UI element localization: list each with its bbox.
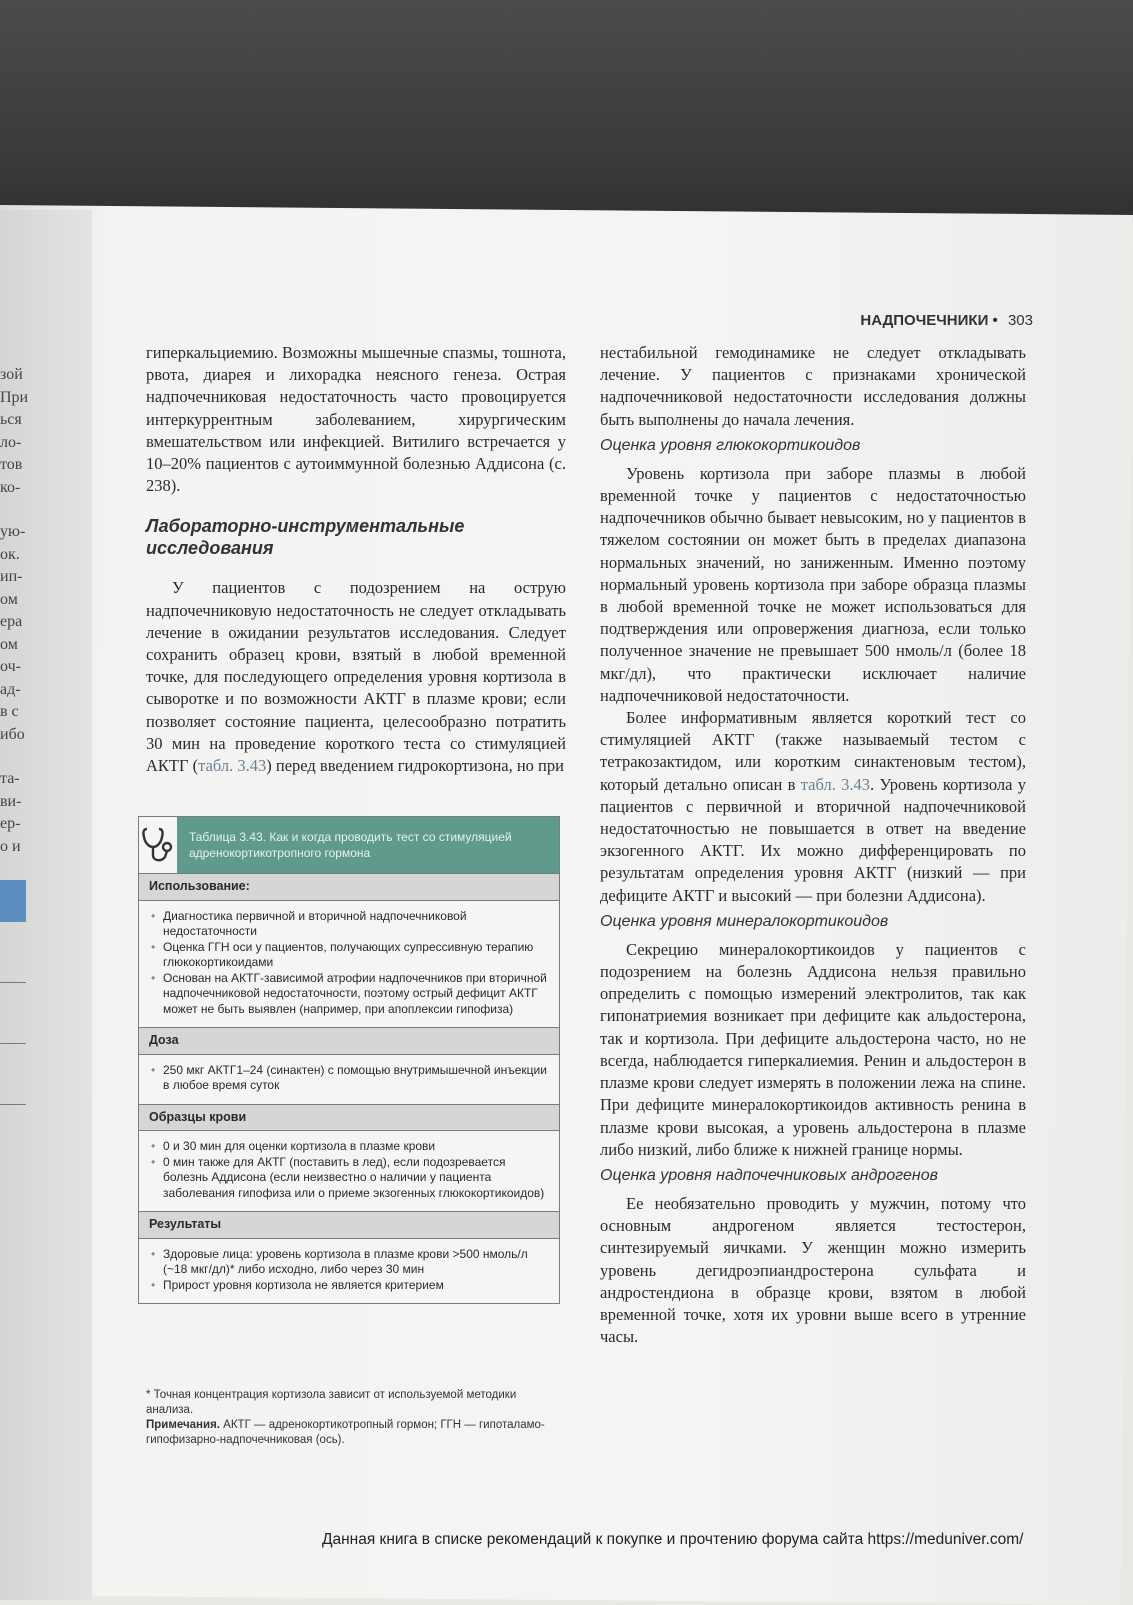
fragment-line: тов xyxy=(0,456,23,473)
paragraph-text: У пациентов с подозрением на острую надпочечниковую недостаточность не следует откладывать лечение в ожидании результатов исследования. Следует сохранить образец крови, взятый в любой временной точке, для последующего определения уровня кортизола в сыворотке и по возможности АКТГ в плазме крови; если позволяет состояние пациента, целесообразно потратить 30 мин на проведение короткого теста со стимуляцией АКТГ ( xyxy=(146,578,566,776)
paragraph xyxy=(146,577,566,777)
right-column xyxy=(600,342,1026,1348)
table-section-body xyxy=(139,1239,559,1304)
table-section-header: Использование: xyxy=(139,873,559,901)
previous-table-header xyxy=(0,880,26,922)
previous-table-rule xyxy=(0,982,26,983)
table-notes xyxy=(146,1388,556,1448)
table-list-item: • Прирост уровня кортизола не является критерием xyxy=(149,1278,549,1294)
table-title: Таблица 3.43. Как и когда проводить тест со стимуляцией адренокортикотропного гормона xyxy=(188,830,512,860)
paragraph: Уровень кортизола при заборе плазмы в любой временной точке у пациентов с недостаточностью надпочечников обычно бывает невысоким, но у пациентов в тяжелом состоянии он может быть в пределах диапазона нормальных значений, но заниженным. Именно поэтому нормальный уровень кортизола при заборе образца плазмы в любой временной точке не может использоваться для подтверждения или опровержения диагноза, если только полученное значение не превышает 500 нмоль/л (более 18 мкг/дл), что практически исключает наличие надпочечниковой недостаточности. xyxy=(600,463,1026,705)
fragment-line: ад- xyxy=(0,680,21,698)
paragraph: нестабильной гемодинамике не следует откладывать лечение. У пациентов с признаками хронической надпочечниковой недостаточности исследования должны быть выполнены до начала лечения. xyxy=(600,343,1026,429)
fragment-gap xyxy=(0,499,34,521)
table-list-item: • 0 и 30 мин для оценки кортизола в плазме крови xyxy=(149,1139,549,1155)
table-list-item: • Оценка ГГН оси у пациентов, получающих супрессивную терапию глюкокортикоидами xyxy=(149,940,549,971)
paragraph-text: . Уровень кортизола у пациентов с первичной и вторичной надпочечниковой недостаточностью не повышается в ответ на введение экзогенного АКТГ. Их можно дифференцировать по результатам определения уровня АКТГ (низкий — при дефиците АКТГ и высокий — при болезни Аддисона). xyxy=(600,774,1026,905)
fragment-line: зой xyxy=(0,366,23,383)
table-reference-link[interactable]: табл. 3.43 xyxy=(800,774,871,794)
fragment-line: в с xyxy=(0,703,19,720)
table-reference-link[interactable]: табл. 3.43 xyxy=(198,756,267,776)
table-section-header: Образцы крови xyxy=(139,1104,559,1132)
paragraph: гиперкальциемию. Возможны мышечные спазмы, тошнота, рвота, диарея и лихорадка неясного генеза. Острая надпочечниковая недостаточность часто провоцируется интеркуррентным заболеванием, хирургическим вмешательством или инфекцией. Витилиго встречается у 10–20% пациентов с аутоиммунной болезнью Аддисона (с. 238). xyxy=(146,343,566,496)
subsection-heading: Оценка уровня надпочечниковых андрогенов xyxy=(600,1166,938,1184)
subsection-heading: Оценка уровня глюкокортикоидов xyxy=(600,436,861,454)
previous-table-rule xyxy=(0,1043,26,1044)
table-section-body xyxy=(139,1055,559,1104)
fragment-line: ко- xyxy=(0,478,21,496)
table-footnote: * Точная концентрация кортизола зависит от используемой методики анализа. xyxy=(146,1389,517,1416)
fragment-line: ер- xyxy=(0,815,21,832)
page-number: 303 xyxy=(1007,312,1033,329)
fragment-line: ибо xyxy=(0,725,25,743)
table-section-body xyxy=(139,1131,559,1211)
notes-label: Примечания. xyxy=(146,1419,220,1431)
table-section-body xyxy=(139,901,559,1028)
fragment-line: та- xyxy=(0,770,20,787)
table-list-item: • Диагностика первичной и вторичной надпочечниковой недостаточности xyxy=(149,909,549,940)
watermark-footer: Данная книга в списке рекомендаций к покупке и прочтению форума сайта https://meduniver.com/ xyxy=(322,1531,1024,1548)
fragment-line: ом xyxy=(0,635,18,653)
head-separator: • xyxy=(992,312,998,329)
stethoscope-icon xyxy=(139,817,177,873)
table-list-item: • Здоровые лица: уровень кортизола в плазме крови >500 нмоль/л (~18 мкг/дл)* либо исходно, либо через 30 мин xyxy=(149,1247,549,1278)
left-column xyxy=(146,342,566,777)
scanner-background xyxy=(0,0,1133,222)
fragment-line: ви- xyxy=(0,792,22,810)
fragment-line: ом xyxy=(0,590,18,608)
fragment-gap xyxy=(0,746,34,768)
previous-table-rule xyxy=(0,1104,26,1105)
fragment-line: ок. xyxy=(0,545,20,563)
table-list-item: • 0 мин также для АКТГ (поставить в лед), если подозревается болезнь Аддисона (если неизвестно о наличии у пациента заболевания гипофиза или о приеме экзогенных глюкокортикоидов) xyxy=(149,1155,549,1202)
table-section-header: Доза xyxy=(139,1027,559,1055)
paragraph-text: Более информативным является короткий тест со стимуляцией АКТГ (также называемый тестом с тетракозактидом, или коротким синактеновым тестом), который детально описан в xyxy=(600,708,1026,794)
subsection-heading: Оценка уровня минералокортикоидов xyxy=(600,912,889,930)
table-list-item: • 250 мкг АКТГ1–24 (синактен) с помощью внутримышечной инъекции в любое время суток xyxy=(149,1063,549,1094)
paragraph xyxy=(600,707,1026,907)
fragment-line: ера xyxy=(0,613,23,630)
section-heading: Лабораторно-инструментальные исследования xyxy=(146,516,465,559)
fragment-line: оч- xyxy=(0,658,21,675)
fragment-line: ую- xyxy=(0,523,26,540)
fragment-line: При xyxy=(0,388,29,406)
fragment-line: о и xyxy=(0,837,21,855)
paragraph: Секрецию минералокортикоидов у пациентов с подозрением на болезнь Аддисона нельзя правильно определить с помощью измерений электролитов, так как гипонатриемия возникает при дефиците как альдостерона, так и кортизола. При дефиците альдостерона часто, но не всегда, наблюдается гиперкалиемия. Ренин и альдостерон в плазме крови следует измерять в положении лежа на спине. При дефиците минералокортикоидов активность ренина в плазме крови высокая, а уровень альдостерона в плазме либо низкий, либо ближе к нижней границе нормы. xyxy=(600,939,1026,1159)
table-abbreviations xyxy=(146,1418,556,1448)
notes-text: АКТГ — адренокортикотропный гормон; ГГН — гипоталамо-гипофизарно-надпочечниковая (ось). xyxy=(146,1419,545,1446)
fragment-line: ло- xyxy=(0,433,22,451)
table-header xyxy=(139,817,559,873)
fragment-line: ип- xyxy=(0,568,23,585)
fragment-line: ься xyxy=(0,411,22,428)
info-table xyxy=(138,816,560,1304)
previous-page-fragments xyxy=(0,364,34,858)
table-list-item: • Основан на АКТГ-зависимой атрофии надпочечников при вторичной надпочечниковой недостаточности, поэтому острый дефицит АКТГ может не быть выявлен (например, при апоплексии гипофиза) xyxy=(149,971,549,1018)
table-section-header: Результаты xyxy=(139,1211,559,1239)
paragraph: Ее необязательно проводить у мужчин, потому что основным андрогеном является тестостерон, синтезируемый яичками. У женщин можно измерить уровень дегидроэпиандростерона сульфата и андростендиона в образце крови, взятом в любой временной точке, хотя их уровни выше всего в утренние часы. xyxy=(600,1193,1026,1347)
previous-page-table-edge xyxy=(0,880,26,1130)
running-head xyxy=(860,312,1033,329)
chapter-title: НАДПОЧЕЧНИКИ xyxy=(860,312,989,329)
paragraph-text: ) перед введением гидрокортизона, но при xyxy=(266,756,564,776)
